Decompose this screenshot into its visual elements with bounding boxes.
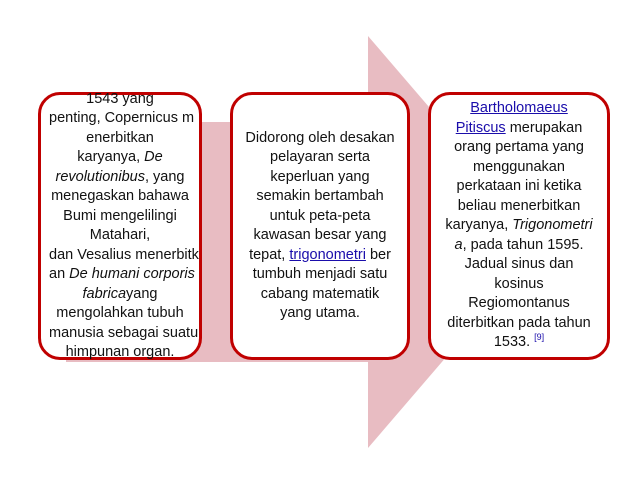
box3-line [439, 333, 599, 353]
box2-line: semakin bertambah [256, 188, 384, 204]
box3-line [439, 236, 599, 256]
reference-link[interactable]: [9] [534, 332, 545, 343]
box1-line: menegaskan bahawa [51, 188, 189, 204]
box2-line: yang utama. [280, 305, 360, 321]
box1-line: penting, Copernicus m [49, 110, 195, 126]
box3-line: perkataan ini ketika [456, 178, 582, 195]
box3-text: 1533. [493, 334, 535, 351]
box2-line: cabang matematik [260, 285, 380, 302]
box3-text: karyanya, [445, 217, 513, 234]
box1-line: enerbitkan [86, 129, 154, 146]
box1-line [49, 168, 191, 188]
box3-line: Jadual sinus dan [464, 256, 574, 273]
pitiscus-link[interactable]: Pitiscus [455, 119, 506, 136]
box1-line: Matahari, [89, 227, 151, 243]
box2-line [241, 246, 399, 266]
box3-line [439, 119, 599, 139]
box2-text: tepat, [249, 246, 290, 263]
box1-line: Bumi mengelilingi [63, 207, 177, 224]
bartholomaeus-link[interactable]: Bartholomaeus [470, 100, 568, 117]
step-box-2 [230, 92, 410, 360]
box1-italic-title: revolutionibus [55, 168, 145, 185]
box1-line [49, 285, 191, 305]
box1-line: 1543 yang [86, 90, 154, 107]
box2-line: untuk peta-peta [269, 207, 371, 224]
box3-text: , pada tahun 1595. [462, 236, 584, 253]
step-box-1 [38, 92, 202, 360]
box1-text: , yang [144, 168, 185, 185]
box1-text: an [49, 266, 70, 282]
step-box-3 [428, 92, 610, 360]
box1-line: himpunan organ. [65, 344, 175, 360]
box3-line: menggunakan [473, 158, 565, 175]
box2-line: keperluan yang [270, 168, 370, 185]
box1-line: dan Vesalius menerbitk [49, 246, 199, 263]
box3-line: kosinus [494, 275, 544, 292]
box1-italic-title: De humani corporis [69, 266, 195, 282]
box2-text: ber [365, 246, 391, 263]
box2-line: tumbuh menjadi satu [252, 266, 388, 282]
box3-italic-title: Trigonometri [512, 217, 593, 234]
box3-line [439, 216, 599, 236]
box1-line [49, 148, 191, 168]
box1-line: mengolahkan tubuh [56, 305, 184, 321]
box2-line: kawasan besar yang [253, 227, 387, 243]
box3-line [439, 99, 599, 119]
box1-text: karyanya, [77, 149, 145, 165]
box1-line [49, 265, 195, 285]
box1-italic-title: De [144, 149, 163, 165]
box3-italic-title: a [454, 236, 463, 253]
box1-line: manusia sebagai suatu [49, 324, 199, 341]
trigonometri-link[interactable]: trigonometri [289, 246, 366, 263]
box1-text: yang [126, 285, 158, 302]
box3-line: Regiomontanus [468, 295, 570, 312]
box3-text: merupakan [505, 119, 583, 136]
box3-line: orang pertama yang [454, 139, 584, 156]
box3-line: beliau menerbitkan [457, 197, 581, 214]
box1-italic-title: fabrica [82, 285, 127, 302]
box3-line: diterbitkan pada tahun [447, 314, 591, 331]
box2-line: Didorong oleh desakan [245, 129, 395, 146]
box2-line: pelayaran serta [270, 149, 370, 165]
